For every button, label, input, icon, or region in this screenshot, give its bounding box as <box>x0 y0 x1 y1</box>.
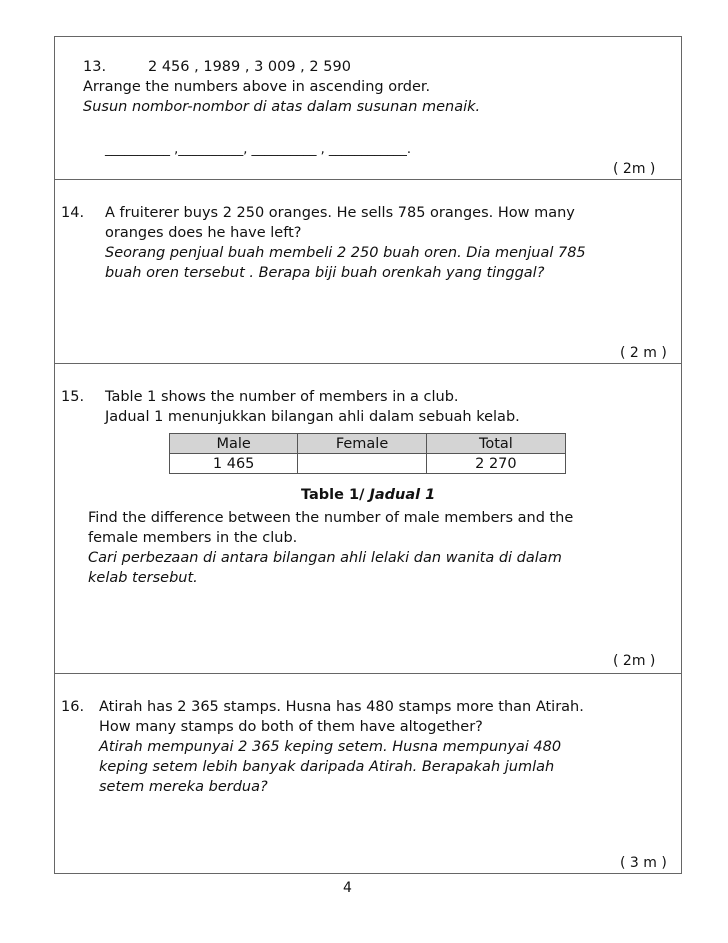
q15-text-ms-1: Jadual 1 menunjukkan bilangan ahli dalam sebuah kelab. <box>105 409 520 425</box>
table-caption <box>301 487 435 503</box>
question-frame <box>54 36 682 874</box>
table-header-row <box>170 434 566 454</box>
cell-total: 2 270 <box>426 454 565 474</box>
q14-marks: ( 2 m ) <box>620 345 667 361</box>
q14-text-ms-2: buah oren tersebut . Berapa biji buah orenkah yang tinggal? <box>105 265 545 281</box>
q15-text-ms-2: Cari perbezaan di antara bilangan ahli lelaki dan wanita di dalam <box>88 550 562 566</box>
q14-text-ms-1: Seorang penjual buah membeli 2 250 buah oren. Dia menjual 785 <box>105 245 586 261</box>
table-row <box>170 454 566 474</box>
header-female: Female <box>298 434 426 454</box>
header-total: Total <box>426 434 565 454</box>
q13-number: 13. <box>83 59 107 75</box>
q15-text-en-1: Table 1 shows the number of members in a club. <box>105 389 459 405</box>
q16-number: 16. <box>61 699 85 715</box>
page-number: 4 <box>343 880 352 896</box>
header-male: Male <box>170 434 298 454</box>
q13-numbers: 2 456 , 1989 , 3 009 , 2 590 <box>148 59 351 75</box>
q14-number: 14. <box>61 205 85 221</box>
q15-text-en-3: female members in the club. <box>88 530 298 546</box>
q13-marks: ( 2m ) <box>613 161 656 177</box>
q14-text-en-2: oranges does he have left? <box>105 225 302 241</box>
cell-male: 1 465 <box>170 454 298 474</box>
q16-text-en-2: How many stamps do both of them have altogether? <box>99 719 483 735</box>
q15-marks: ( 2m ) <box>613 653 656 669</box>
q13-answer-blanks: __________ ,__________, __________ , ____________. <box>105 142 412 157</box>
q15-text-ms-3: kelab tersebut. <box>88 570 198 586</box>
question-13 <box>55 37 681 180</box>
q16-text-ms-2: keping setem lebih banyak daripada Atirah. Berapakah jumlah <box>99 759 555 775</box>
q15-number: 15. <box>61 389 85 405</box>
q13-instruction-ms: Susun nombor-nombor di atas dalam susunan menaik. <box>83 99 481 115</box>
q16-text-ms-1: Atirah mempunyai 2 365 keping setem. Husna mempunyai 480 <box>99 739 562 755</box>
question-16 <box>55 673 681 873</box>
q16-text-ms-3: setem mereka berdua? <box>99 779 268 795</box>
q16-text-en-1: Atirah has 2 365 stamps. Husna has 480 stamps more than Atirah. <box>99 699 584 715</box>
q16-marks: ( 3 m ) <box>620 855 667 871</box>
question-15 <box>55 363 681 674</box>
q13-instruction-en: Arrange the numbers above in ascending order. <box>83 79 431 95</box>
members-table <box>169 433 566 474</box>
caption-en: Table 1/ <box>301 487 370 503</box>
question-14 <box>55 179 681 364</box>
q14-text-en-1: A fruiterer buys 2 250 oranges. He sells 785 oranges. How many <box>105 205 575 221</box>
q15-text-en-2: Find the difference between the number of male members and the <box>88 510 574 526</box>
caption-ms: Jadual 1 <box>369 487 436 503</box>
cell-female <box>298 454 426 474</box>
